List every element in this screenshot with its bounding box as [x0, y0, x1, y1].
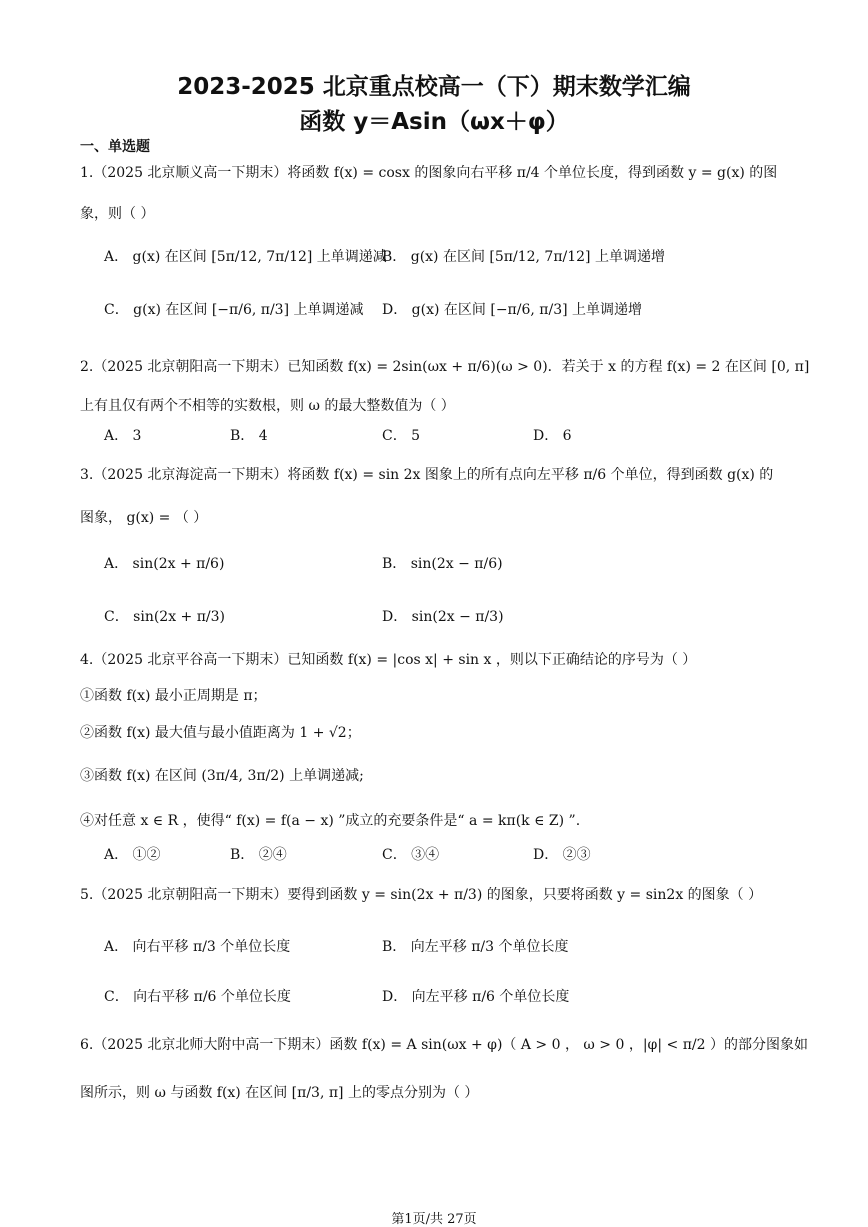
- question-3-stem: 3.（2025 北京海淀高一下期末）将函数 f(x) = sin 2x 图象上的所有点向左平移 π/6 个单位，得到函数 g(x) 的: [80, 467, 774, 483]
- question-5-option-b: B． 向左平移 π/3 个单位长度: [382, 939, 569, 955]
- question-2-stem: 2.（2025 北京朝阳高一下期末）已知函数 f(x) = 2sin(ωx + π/6)(ω > 0)．若关于 x 的方程 f(x) = 2 在区间 [0, π]: [80, 359, 810, 375]
- question-2-option-a: A． 3: [104, 428, 142, 444]
- question-4-option-c: C． ③④: [382, 847, 440, 863]
- question-2-stem-cont: 上有且仅有两个不相等的实数根，则 ω 的最大整数值为（ ）: [80, 398, 455, 414]
- question-3-option-a: A． sin(2x + π/6): [104, 556, 225, 572]
- section-heading: 一、单选题: [80, 139, 150, 155]
- question-4-stem: 4.（2025 北京平谷高一下期末）已知函数 f(x) = |cos x| + sin x ，则以下正确结论的序号为（ ）: [80, 652, 697, 668]
- question-3-option-c: C． sin(2x + π/3): [104, 609, 226, 625]
- question-3-stem-cont: 图象， g(x) = （ ）: [80, 510, 208, 526]
- question-1-stem-cont: 象，则（ ）: [80, 206, 155, 222]
- question-3-option-d: D． sin(2x − π/3): [382, 609, 504, 625]
- question-1-option-b: B． g(x) 在区间 [5π/12, 7π/12] 上单调递增: [382, 249, 665, 265]
- question-3-option-b: B． sin(2x − π/6): [382, 556, 503, 572]
- question-4-statement-4: ④对任意 x ∈ R ，使得“ f(x) = f(a − x) ”成立的充要条件是“ a = kπ(k ∈ Z) ”.: [80, 813, 581, 829]
- question-1-stem: 1.（2025 北京顺义高一下期末）将函数 f(x) = cosx 的图象向右平移 π/4 个单位长度，得到函数 y = g(x) 的图: [80, 165, 778, 181]
- question-2-option-c: C． 5: [382, 428, 421, 444]
- question-6-stem-cont: 图所示，则 ω 与函数 f(x) 在区间 [π/3, π] 上的零点分别为（ ）: [80, 1085, 479, 1101]
- question-2-option-b: B． 4: [230, 428, 268, 444]
- document-subtitle: 函数 y＝Asin（ωx＋φ）: [299, 109, 569, 135]
- question-1-option-a: A． g(x) 在区间 [5π/12, 7π/12] 上单调递减: [104, 249, 387, 265]
- question-2-option-d: D． 6: [533, 428, 572, 444]
- question-4-option-b: B． ②④: [230, 847, 287, 863]
- question-4-statement-2: ②函数 f(x) 最大值与最小值距离为 1 + √2；: [80, 725, 361, 741]
- question-1-option-d: D． g(x) 在区间 [−π/6, π/3] 上单调递增: [382, 302, 643, 318]
- question-1-option-c: C． g(x) 在区间 [−π/6, π/3] 上单调递减: [104, 302, 364, 318]
- question-4-option-a: A． ①②: [104, 847, 161, 863]
- question-5-stem: 5.（2025 北京朝阳高一下期末）要得到函数 y = sin(2x + π/3) 的图象，只要将函数 y = sin2x 的图象（ ）: [80, 887, 763, 903]
- question-4-statement-3: ③函数 f(x) 在区间 (3π/4, 3π/2) 上单调递减;: [80, 768, 364, 784]
- question-5-option-c: C． 向右平移 π/6 个单位长度: [104, 989, 291, 1005]
- page-footer: 第1页/共 27页: [391, 1212, 477, 1227]
- question-5-option-a: A． 向右平移 π/3 个单位长度: [104, 939, 291, 955]
- question-5-option-d: D． 向左平移 π/6 个单位长度: [382, 989, 570, 1005]
- question-4-statement-1: ①函数 f(x) 最小正周期是 π；: [80, 688, 267, 704]
- question-4-option-d: D． ②③: [533, 847, 591, 863]
- question-6-stem: 6.（2025 北京北师大附中高一下期末）函数 f(x) = A sin(ωx + φ)（ A > 0 ， ω > 0 ，|φ| < π/2 ）的部分图象如: [80, 1037, 808, 1053]
- document-title: 2023-2025 北京重点校高一（下）期末数学汇编: [177, 74, 691, 100]
